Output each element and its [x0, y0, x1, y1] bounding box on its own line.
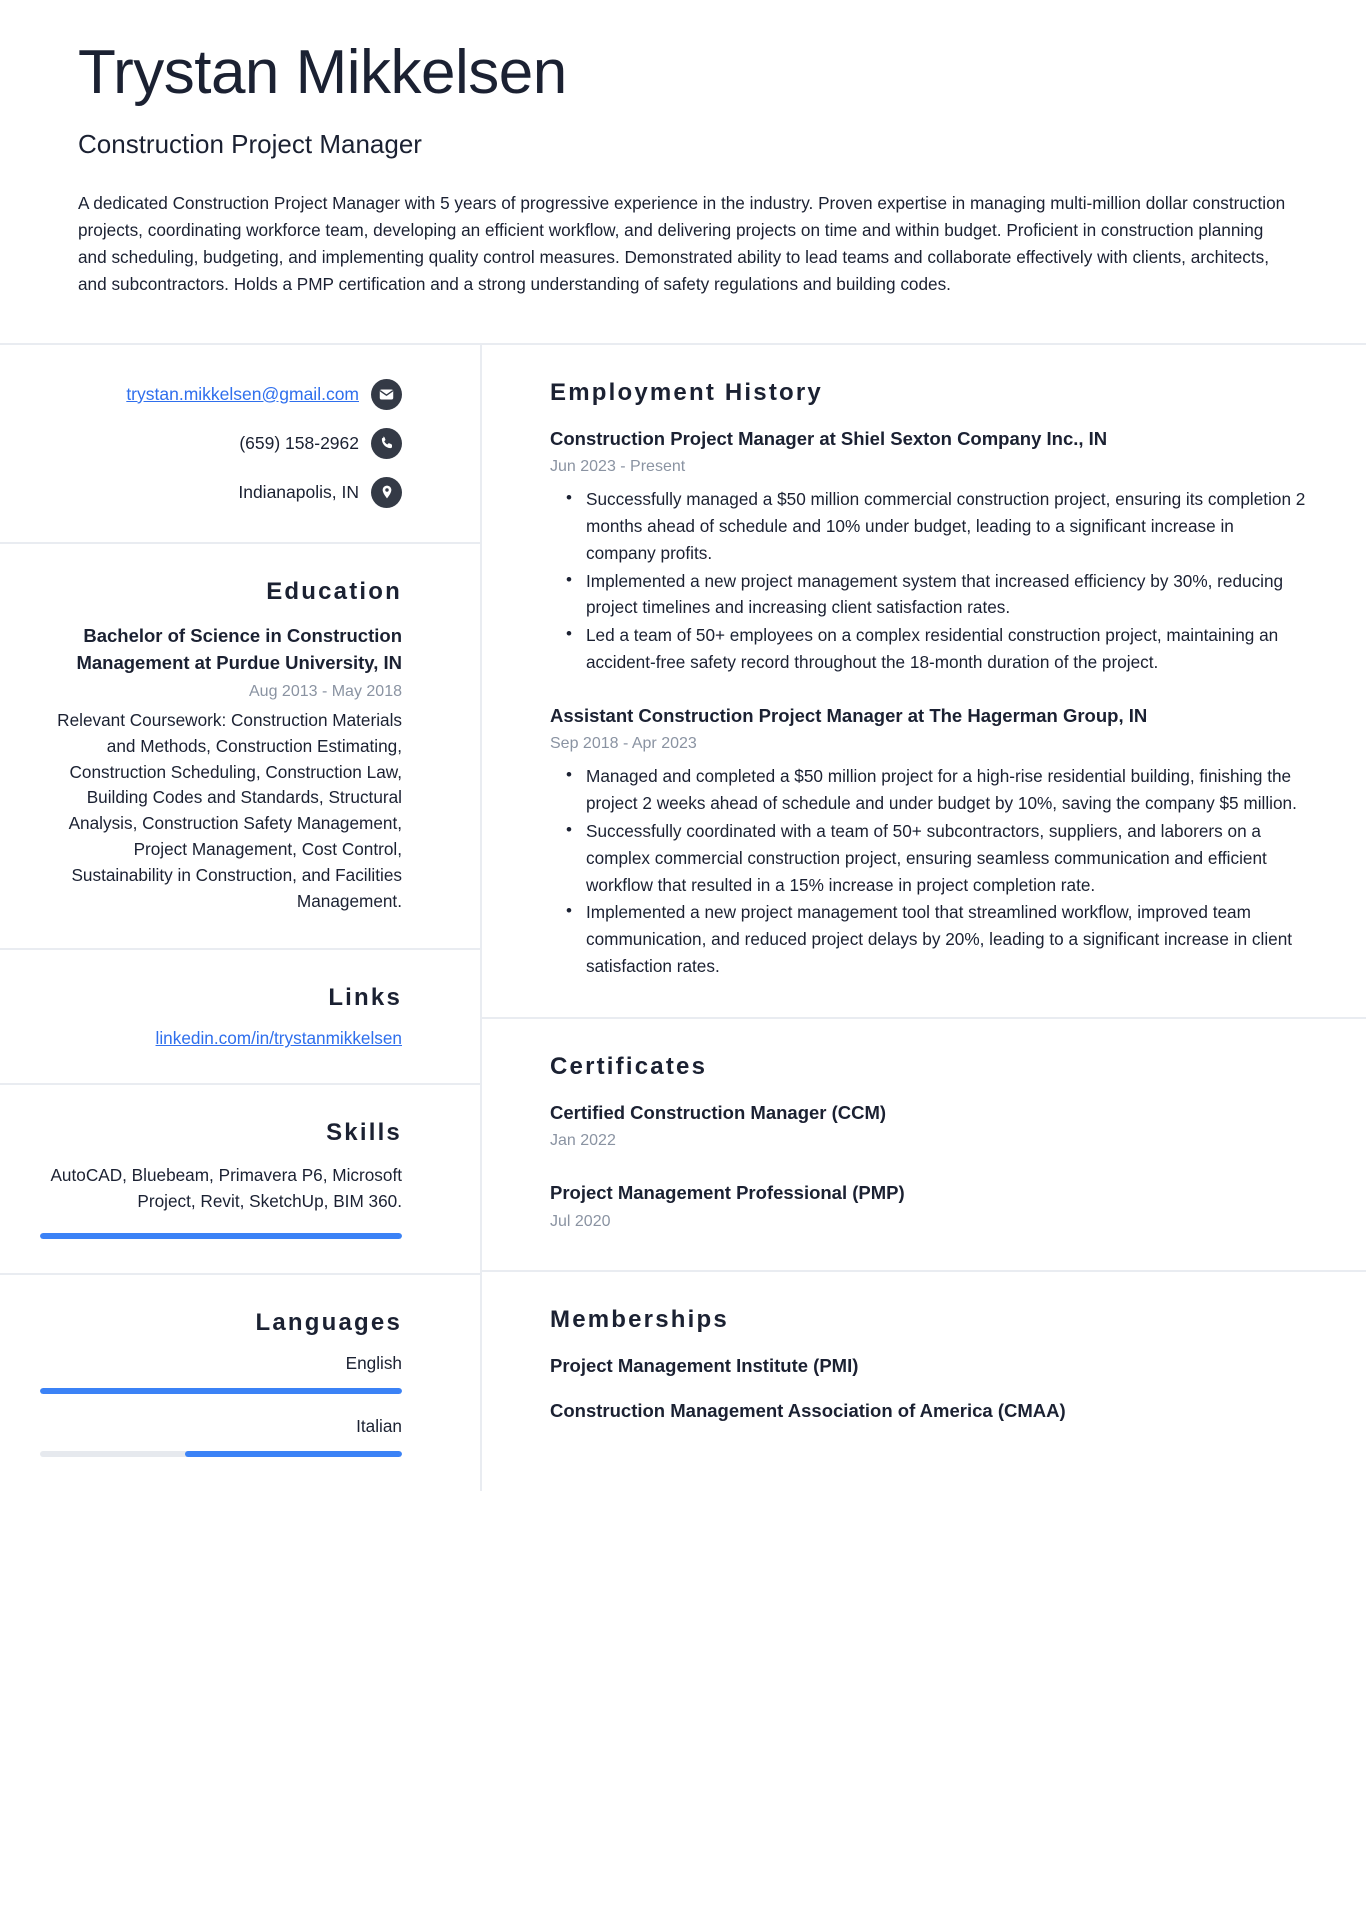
skills-text: AutoCAD, Bluebeam, Primavera P6, Microsoft Project, Revit, SketchUp, BIM 360.: [50, 1165, 402, 1212]
membership-item: Construction Management Association of America (CMAA): [550, 1400, 1066, 1422]
list-item: • Led a team of 50+ employees on a complex residential construction project, maintaining an accident-free safety record throughout the 18-month duration of the project.: [586, 622, 1306, 676]
page-title: Trystan Mikkelsen: [78, 38, 567, 107]
employment-date: Jun 2023 - Present: [550, 458, 686, 476]
skills-level-bar: [40, 1233, 402, 1239]
language-level-bar-fill: [40, 1388, 402, 1394]
contact-email-row[interactable]: [40, 379, 402, 410]
left-sidebar: [0, 345, 482, 1491]
main-content: [482, 345, 1366, 1491]
links-heading: Links: [328, 984, 402, 1012]
languages-section: [0, 1275, 480, 1491]
language-level-bar-fill: [185, 1451, 402, 1457]
employment-title: Assistant Construction Project Manager at The Hagerman Group, IN: [550, 704, 1148, 726]
employment-entry: [550, 425, 1306, 676]
skills-heading: Skills: [326, 1119, 402, 1147]
list-item: • Successfully coordinated with a team of 50+ subcontractors, suppliers, and laborers on a complex commercial construction project, ensuring seamless communication and efficient workflow that resulted in a 15% increase in project completion rate.: [586, 818, 1306, 898]
employment-title: Construction Project Manager at Shiel Sexton Company Inc., IN: [550, 427, 1108, 449]
contact-email-value[interactable]: trystan.mikkelsen@gmail.com: [126, 383, 359, 404]
employment-bullets: [550, 486, 1306, 676]
skills-section: [0, 1085, 480, 1275]
job-title: Construction Project Manager: [78, 128, 422, 159]
certificate-title: Certified Construction Manager (CCM): [550, 1101, 887, 1123]
language-name: Italian: [356, 1415, 402, 1436]
list-item: • Implemented a new project management tool that streamlined workflow, improved team communication, and reduced project delays by 20%, leading to a significant increase in client satisfaction rates.: [586, 899, 1306, 979]
link-item-linkedin[interactable]: linkedin.com/in/trystanmikkelsen: [155, 1028, 402, 1049]
education-section: [0, 544, 480, 951]
resume-body: [0, 345, 1366, 1491]
professional-summary: A dedicated Construction Project Manager with 5 years of progressive experience in the industry. Proven expertise in managing multi-million dollar construction projects, coordinating workforce team, developing an efficient workflow, and delivering projects on time and within budget. Proficient in construction planning and scheduling, budgeting, and implementing quality control measures. Demonstrated ability to lead teams and collaborate effectively with clients, architects, and subcontractors. Holds a PMP certification and a strong understanding of safety regulations and building codes.: [78, 192, 1286, 295]
certificate-date: Jan 2022: [550, 1132, 616, 1150]
certificate-entry: [550, 1179, 1306, 1233]
languages-heading: Languages: [255, 1308, 402, 1336]
employment-bullets: [550, 763, 1306, 980]
language-item-english: [40, 1353, 402, 1394]
certificates-section: [482, 1019, 1366, 1272]
contact-phone-value: (659) 158-2962: [239, 432, 359, 453]
list-item: • Implemented a new project management system that increased efficiency by 30%, reducing project timelines and increasing client satisfaction rates.: [586, 568, 1306, 622]
envelope-icon: [371, 379, 402, 410]
contact-phone-row[interactable]: [40, 428, 402, 459]
certificate-title: Project Management Professional (PMP): [550, 1182, 905, 1204]
employment-history-section: [482, 345, 1366, 1019]
contact-location-row: [40, 477, 402, 508]
language-name: English: [345, 1352, 402, 1373]
employment-date: Sep 2018 - Apr 2023: [550, 735, 697, 753]
education-heading: Education: [266, 577, 402, 605]
phone-icon: [371, 428, 402, 459]
memberships-heading: Memberships: [550, 1305, 729, 1333]
list-item: • Managed and completed a $50 million project for a high-rise residential building, finishing the project 2 weeks ahead of schedule and under budget by 10%, saving the company $5 million.: [586, 763, 1306, 817]
resume-header: [0, 0, 1366, 343]
certificates-heading: Certificates: [550, 1052, 708, 1080]
language-level-bar: [40, 1451, 402, 1457]
membership-item: Project Management Institute (PMI): [550, 1354, 859, 1376]
list-item: • Successfully managed a $50 million commercial construction project, ensuring its completion 2 months ahead of schedule and 10% under budget, leading to a significant increase in company profits.: [586, 486, 1306, 566]
education-date: Aug 2013 - May 2018: [249, 683, 402, 701]
education-description: Relevant Coursework: Construction Materials and Methods, Construction Estimating, Construction Scheduling, Construction Law, Building Codes and Standards, Structural Analysis, Construction Safety Management, Project Management, Cost Control, Sustainability in Construction, and Facilities Management.: [57, 710, 402, 911]
memberships-section: [482, 1272, 1366, 1462]
map-pin-icon: [371, 477, 402, 508]
certificate-entry: [550, 1099, 1306, 1153]
education-degree: Bachelor of Science in Construction Management at Purdue University, IN: [76, 624, 402, 673]
contact-section: [0, 345, 480, 544]
certificate-date: Jul 2020: [550, 1212, 611, 1230]
employment-history-heading: Employment History: [550, 378, 823, 406]
language-item-italian: [40, 1416, 402, 1457]
contact-location-value: Indianapolis, IN: [238, 481, 359, 502]
language-level-bar: [40, 1388, 402, 1394]
employment-entry: [550, 702, 1306, 980]
skills-level-bar-fill: [40, 1233, 402, 1239]
links-section: [0, 950, 480, 1085]
